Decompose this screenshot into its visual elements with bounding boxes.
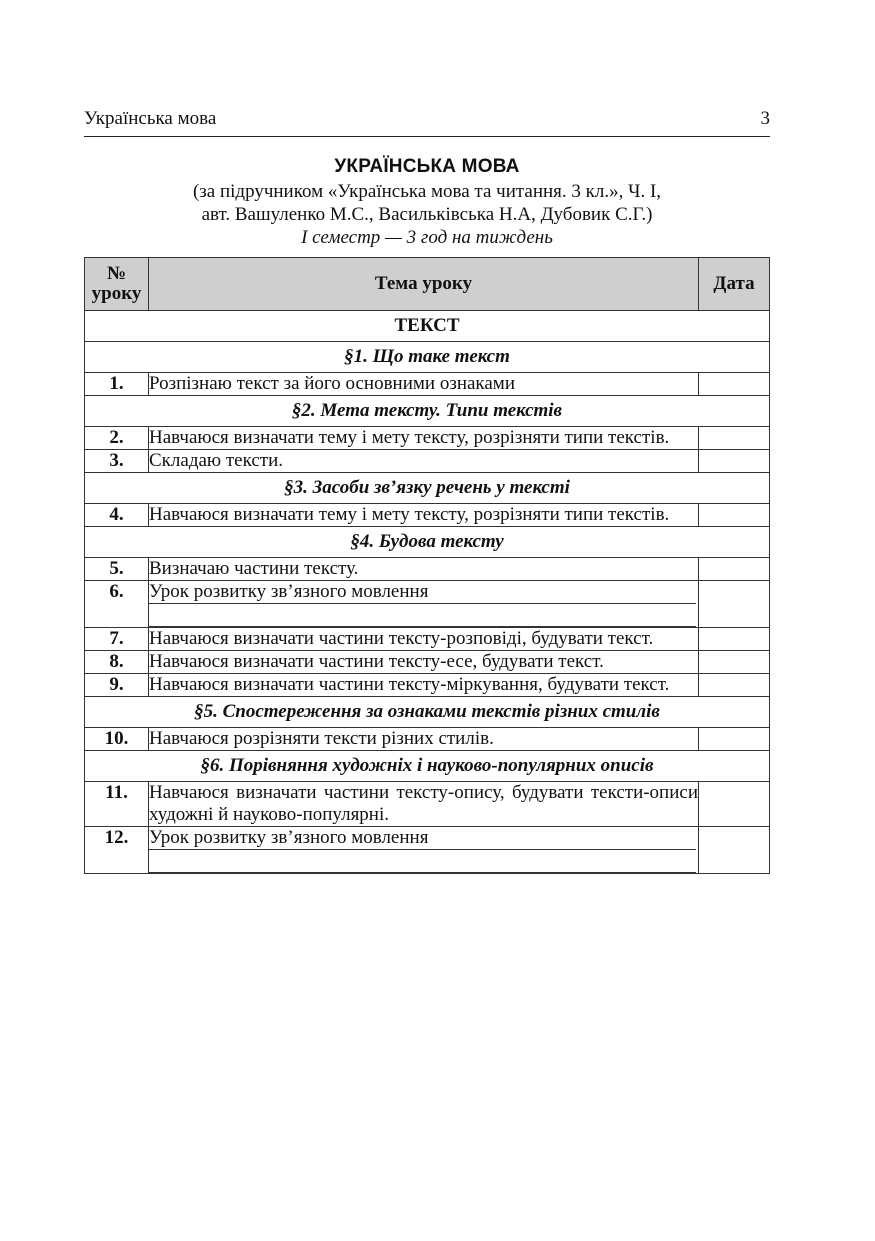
table-row	[85, 581, 770, 628]
running-head-title: Українська мова	[84, 108, 217, 129]
section-row	[85, 473, 770, 504]
lesson-topic: Навчаюся розрізняти тексти різних стилів.	[149, 728, 699, 751]
lesson-number: 10.	[85, 728, 149, 751]
section-title: §1. Що таке текст	[85, 342, 770, 373]
section-row	[85, 527, 770, 558]
lesson-number: 7.	[85, 628, 149, 651]
section-title: §5. Спостереження за ознаками текстів різних стилів	[85, 697, 770, 728]
lesson-topic: Визначаю частини тексту.	[149, 558, 699, 581]
section-title: §3. Засоби зв’язку речень у тексті	[85, 473, 770, 504]
section-row	[85, 697, 770, 728]
header-num-symbol: №	[106, 263, 127, 284]
lesson-topic: Навчаюся визначати частини тексту-міркування, будувати текст.	[149, 674, 699, 697]
lesson-topic	[149, 827, 699, 874]
table-row	[85, 628, 770, 651]
table-row	[85, 558, 770, 581]
section-title-text: ТЕКСТ	[85, 311, 770, 342]
textbook-reference: (за підручником «Українська мова та читання. 3 кл.», Ч. І,	[192, 181, 662, 202]
table-row	[85, 373, 770, 396]
lesson-number: 12.	[85, 827, 149, 874]
date-cell[interactable]	[699, 373, 770, 396]
date-cell[interactable]	[699, 581, 770, 628]
header-lesson-number	[85, 258, 149, 311]
section-row	[85, 342, 770, 373]
date-cell[interactable]	[699, 628, 770, 651]
section-row	[85, 311, 770, 342]
running-head	[84, 106, 770, 137]
section-row	[85, 751, 770, 782]
date-cell[interactable]	[699, 827, 770, 874]
table-row	[85, 728, 770, 751]
table-row	[85, 427, 770, 450]
date-cell[interactable]	[699, 504, 770, 527]
write-in-line[interactable]	[149, 850, 696, 873]
lesson-number: 5.	[85, 558, 149, 581]
header-date: Дата	[699, 258, 770, 311]
lesson-topic: Навчаюся визначати частини тексту-есе, будувати текст.	[149, 651, 699, 674]
lesson-number: 6.	[85, 581, 149, 628]
lesson-topic	[149, 581, 699, 628]
table-row	[85, 827, 770, 874]
lesson-topic: Навчаюся визначати тему і мету тексту, розрізняти типи текстів.	[149, 504, 699, 527]
table-row	[85, 504, 770, 527]
date-cell[interactable]	[699, 728, 770, 751]
heading-block	[84, 154, 770, 249]
semester-note: І семестр — 3 год на тиждень	[301, 227, 553, 248]
lesson-number: 8.	[85, 651, 149, 674]
page-title: УКРАЇНСЬКА МОВА	[334, 156, 520, 177]
date-cell[interactable]	[699, 450, 770, 473]
table-row	[85, 651, 770, 674]
speech-lesson-label: Урок розвитку зв’язного мовлення	[149, 827, 696, 850]
date-cell[interactable]	[699, 651, 770, 674]
lesson-topic: Навчаюся визначати тему і мету тексту, розрізняти типи текстів.	[149, 427, 699, 450]
lesson-topic: Навчаюся визначати частини тексту-опису, будувати тексти-описи художні й науково-популярні.	[149, 782, 698, 825]
lesson-topic: Складаю тексти.	[149, 450, 699, 473]
section-title: §2. Мета тексту. Типи текстів	[85, 396, 770, 427]
table-row	[85, 782, 770, 827]
speech-lesson-label: Урок розвитку зв’язного мовлення	[149, 581, 696, 604]
lesson-number: 11.	[85, 782, 149, 827]
lesson-topic: Розпізнаю текст за його основними ознаками	[149, 373, 699, 396]
lesson-number: 1.	[85, 373, 149, 396]
write-in-line[interactable]	[149, 604, 696, 627]
date-cell[interactable]	[699, 427, 770, 450]
lesson-number: 3.	[85, 450, 149, 473]
table-row	[85, 450, 770, 473]
date-cell[interactable]	[699, 782, 770, 827]
date-cell[interactable]	[699, 558, 770, 581]
table-row	[85, 674, 770, 697]
page-number: 3	[760, 108, 770, 129]
lesson-number: 2.	[85, 427, 149, 450]
section-title: §4. Будова тексту	[85, 527, 770, 558]
lesson-number: 9.	[85, 674, 149, 697]
textbook-authors: авт. Вашуленко М.С., Васильківська Н.А, Дубовик С.Г.)	[201, 204, 653, 225]
lesson-number: 4.	[85, 504, 149, 527]
header-num-word: уроку	[91, 283, 142, 304]
section-row	[85, 396, 770, 427]
lesson-topic: Навчаюся визначати частини тексту-розповіді, будувати текст.	[149, 628, 699, 651]
lesson-table	[84, 257, 770, 874]
date-cell[interactable]	[699, 674, 770, 697]
table-header-row	[85, 258, 770, 311]
header-topic: Тема уроку	[149, 258, 699, 311]
section-title: §6. Порівняння художніх і науково-популярних описів	[85, 751, 770, 782]
